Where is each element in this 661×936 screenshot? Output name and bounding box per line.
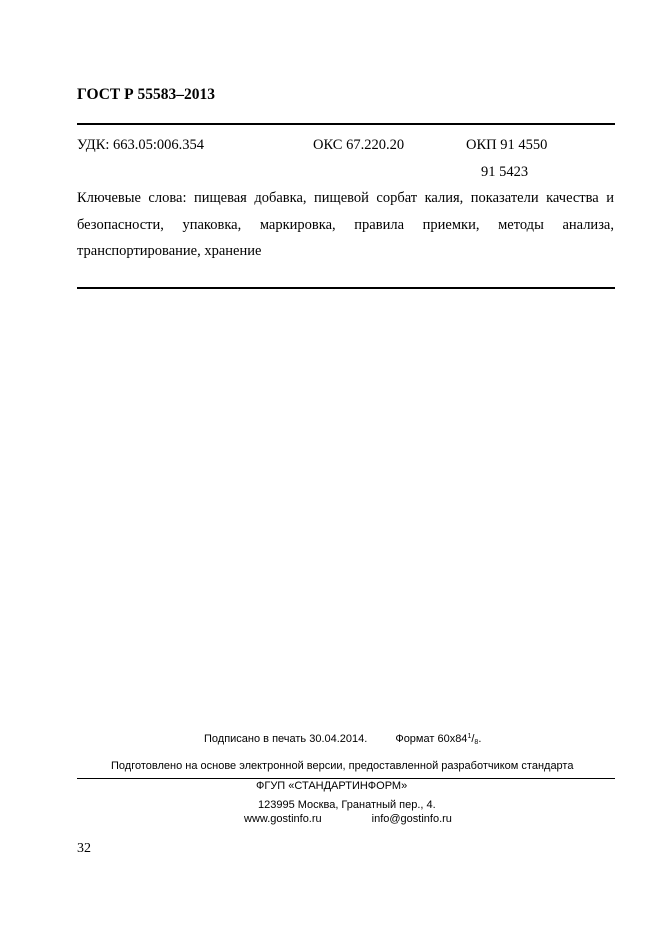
udk-code: УДК: 663.05:006.354 <box>77 137 205 153</box>
format-numerator: 1 <box>467 733 472 740</box>
middle-divider <box>77 287 615 289</box>
print-info-line <box>204 733 481 746</box>
paper-format: Формат $60х84^1/_8$. <box>395 733 482 746</box>
publisher-contacts <box>244 813 452 825</box>
bottom-divider <box>77 778 615 779</box>
prepared-note: Подготовлено на основе электронной версии, предоставленной разработчиком стандарта <box>111 760 574 772</box>
format-denominator: 8 <box>474 739 479 746</box>
keywords-paragraph: Ключевые слова: пищевая добавка, пищевой сорбат калия, показатели качества и безопасности, упаковка, маркировка, правила приемки, методы анализа, транспортирование, хранение <box>77 190 614 259</box>
website-link[interactable]: www.gostinfo.ru <box>244 813 322 825</box>
oks-code: ОКС 67.220.20 <box>313 137 405 153</box>
page-number: 32 <box>77 841 91 856</box>
email-link[interactable]: info@gostinfo.ru <box>371 813 452 825</box>
top-divider <box>77 123 615 125</box>
okp-code-2: 91 5423 <box>481 164 529 180</box>
format-label: Формат 60х84 <box>395 733 468 745</box>
publisher-address: 123995 Москва, Гранатный пер., 4. <box>258 799 436 811</box>
document-title: ГОСТ Р 55583–2013 <box>77 86 215 103</box>
format-tail: . <box>478 733 482 745</box>
publisher-name: ФГУП «СТАНДАРТИНФОРМ» <box>256 780 408 792</box>
signed-date: Подписано в печать 30.04.2014. <box>204 733 368 745</box>
okp-code-1: ОКП 91 4550 <box>466 137 548 153</box>
